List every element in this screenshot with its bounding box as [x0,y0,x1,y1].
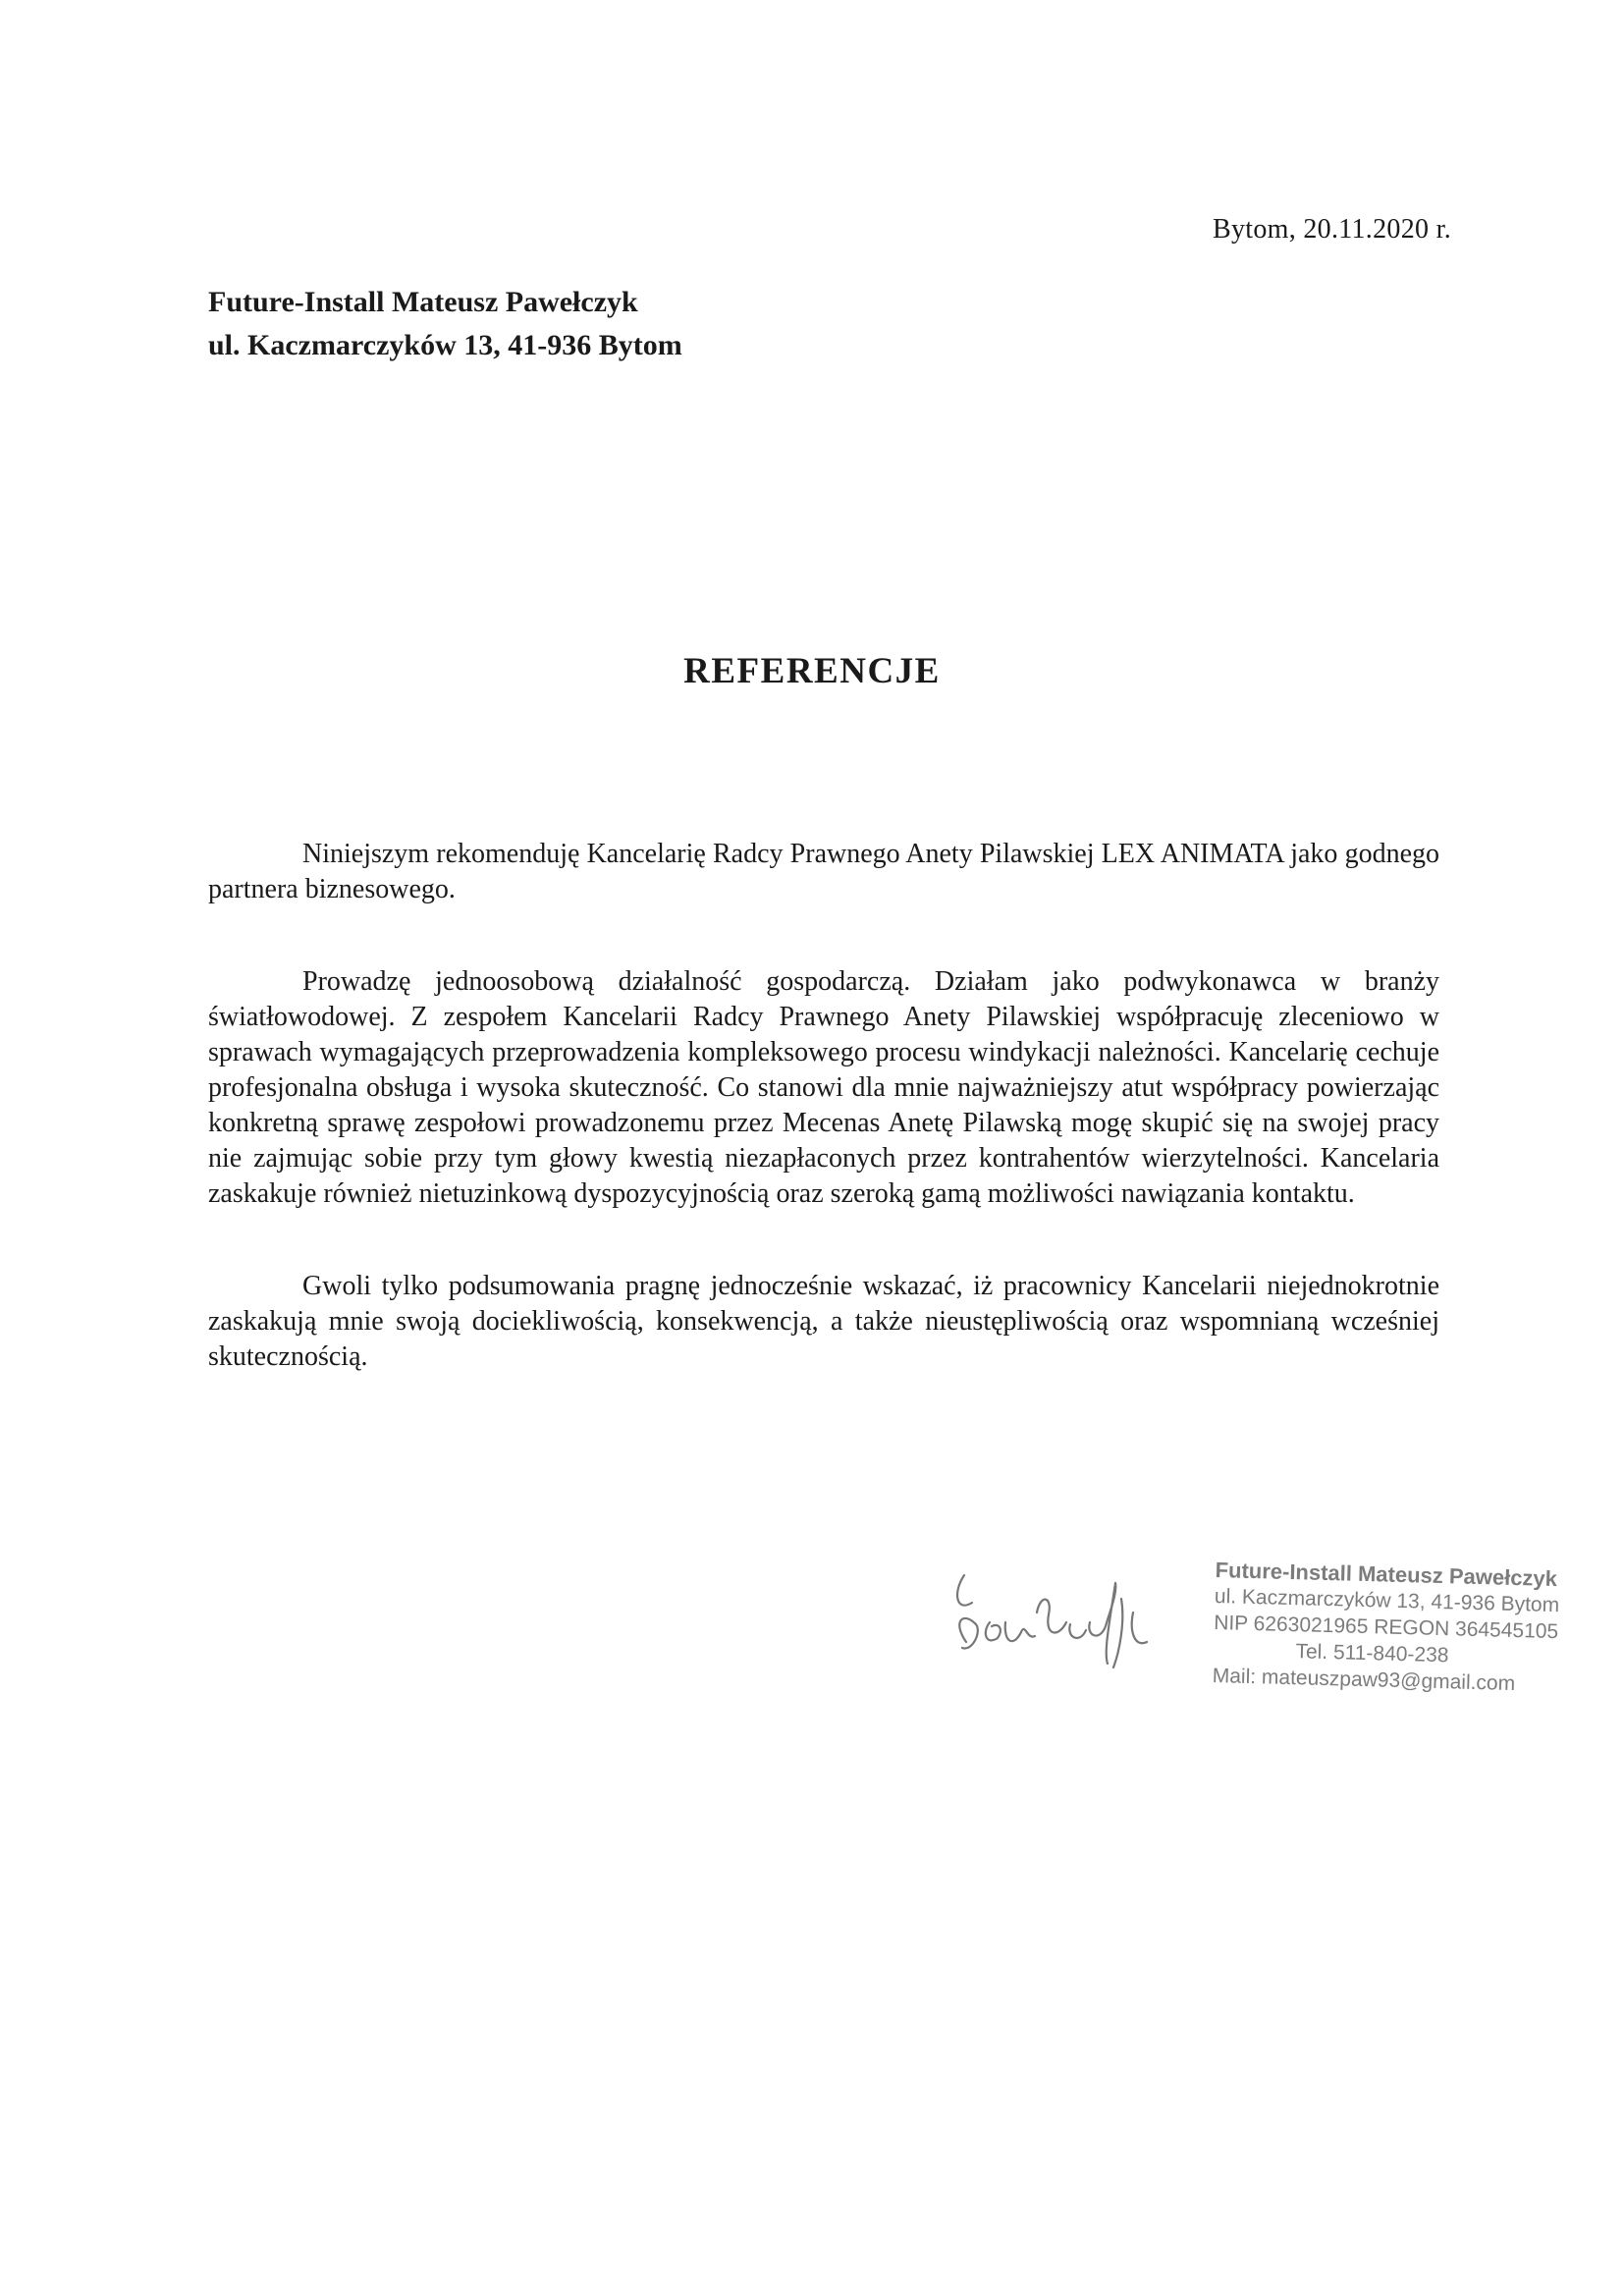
paragraph-3: Gwoli tylko podsumowania pragnę jednocześnie wskazać, iż pracownicy Kancelarii niejednokrotnie zaskakują mnie swoją dociekliwością, konsekwencją, a także nieustępliwością oraz wspomnianą wcześniej skutecznością. [208,1271,1439,1372]
paragraph-1: Niniejszym rekomenduję Kancelarię Radcy Prawnego Anety Pilawskiej LEX ANIMATA jako godnego partnera biznesowego. [208,839,1439,904]
document-title: REFERENCJE [683,651,941,691]
stamp-email: Mail: mateuszpaw93@gmail.com [1212,1664,1516,1696]
sender-block [208,281,682,367]
date-line: Bytom, 20.11.2020 r. [1213,214,1451,245]
letter-body [208,837,1439,1432]
sender-name: Future-Install Mateusz Pawełczyk [208,286,638,318]
stamp-tax-ids: NIP 6263021965 REGON 364545105 [1213,1611,1559,1644]
stamp-address: ul. Kaczmarczyków 13, 41-936 Bytom [1214,1584,1560,1617]
paragraph-2: Prowadzę jednoosobową działalność gospodarczą. Działam jako podwykonawca w branży światłowodowej. Z zespołem Kancelarii Radcy Prawnego Anety Pilawskiej współpracuję zleceniowo w sprawach wymagających przeprowadzenia kompleksowego procesu windykacji należności. Kancelarię cechuje profesjonalna obsługa i wysoka skuteczność. Co stanowi dla mnie najważniejszy atut współpracy powierzając konkretną sprawę zespołowi prowadzonemu przez Mecenas Anetę Pilawską mogę skupić się na swojej pracy nie zajmując sobie przy tym głowy kwestią niezapłaconych przez kontrahentów wierzytelności. Kancelaria zaskakuje również nietuzinkową dyspozycyjnością oraz szeroką gamą możliwości nawiązania kontaktu. [208,966,1439,1209]
handwritten-signature [943,1554,1168,1681]
company-stamp [1212,1557,1578,1699]
stamp-phone: Tel. 511-840-238 [1295,1640,1449,1667]
stamp-company-name: Future-Install Mateusz Pawełczyk [1215,1557,1558,1592]
sender-address: ul. Kaczmarczyków 13, 41-936 Bytom [208,329,682,361]
